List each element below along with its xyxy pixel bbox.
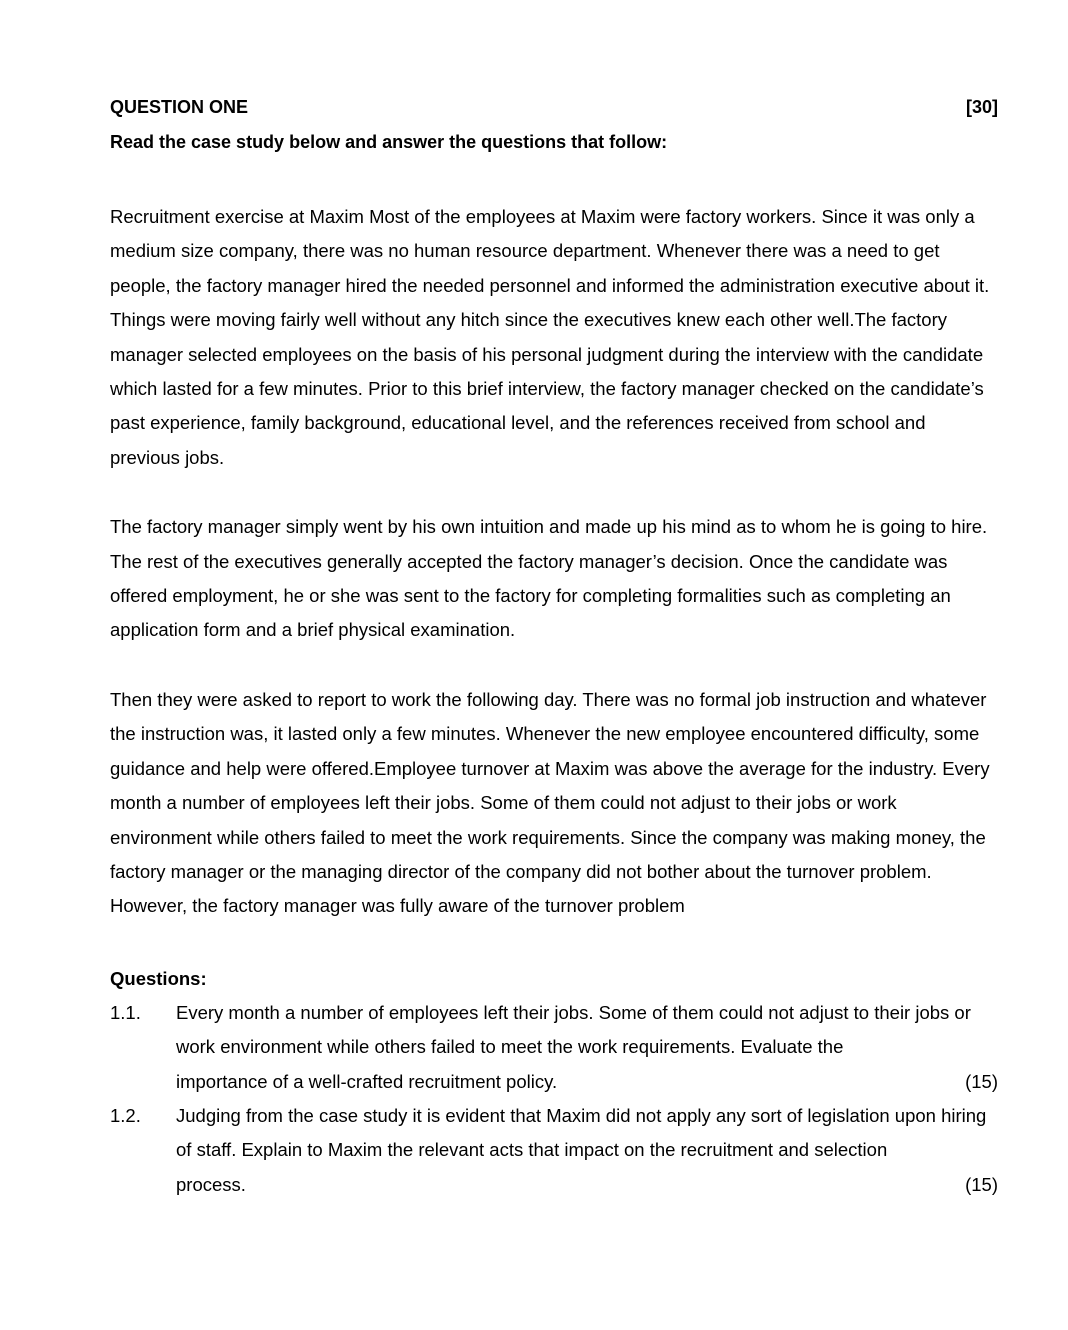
question-marks: (15) — [965, 1070, 998, 1092]
question-title: QUESTION ONE — [110, 97, 249, 117]
instruction-text: Read the case study below and answer the questions that follow: — [110, 132, 668, 152]
questions-heading: Questions: — [110, 967, 207, 989]
question-text: Every month a number of employees left their jobs. Some of them could not adjust to their jobs or work environment while others failed to meet the work requirements. Evaluate the — [176, 1001, 971, 1058]
case-study-paragraph: Recruitment exercise at Maxim Most of the employees at Maxim were factory workers. Since it was only a medium size company, there was no human resource department. Whenever there was a need to get people, the factory manager hired the needed personnel and informed the administration executive about it. Things were moving fairly well without any hitch since the executives knew each other well.The factory manager selected employees on the basis of his personal judgment during the interview with the candidate which lasted for a few minutes. Prior to this brief interview, the factory manager checked on the candidate’s past experience, family background, educational level, and the references received from school and previous jobs. — [110, 206, 990, 468]
case-study-paragraph: The factory manager simply went by his own intuition and made up his mind as to whom he is going to hire. The rest of the executives generally accepted the factory manager’s decision. Once the candidate was offered employment, he or she was sent to the factory for completing formalities such as completing an application form and a brief physical examination. — [110, 516, 988, 641]
question-number: 1.1. — [110, 1001, 141, 1023]
question-text: Judging from the case study it is evident that Maxim did not apply any sort of legislation upon hiring of staff. Explain to Maxim the relevant acts that impact on the recruitment and selection — [176, 1104, 987, 1161]
question-marks: (15) — [965, 1173, 998, 1195]
document-page — [110, 95, 998, 1202]
question-text-end: process. — [176, 1173, 246, 1195]
question-body — [176, 996, 998, 1099]
question-number: 1.2. — [110, 1104, 141, 1126]
question-text-end: importance of a well-crafted recruitment policy. — [176, 1070, 558, 1092]
case-study-paragraph: Then they were asked to report to work the following day. There was no formal job instruction and whatever the instruction was, it lasted only a few minutes. Whenever the new employee encountered difficulty, some guidance and help were offered.Employee turnover at Maxim was above the average for the industry. Every month a number of employees left their jobs. Some of them could not adjust to their jobs or work environment while others failed to meet the work requirements. Since the company was making money, the factory manager or the managing director of the company did not bother about the turnover problem. However, the factory manager was fully aware of the turnover problem — [110, 688, 990, 917]
question-item — [110, 1099, 998, 1202]
question-last-line — [176, 1065, 998, 1099]
question-last-line — [176, 1168, 998, 1202]
question-header — [110, 95, 998, 119]
question-total-marks: [30] — [965, 97, 998, 117]
question-body — [176, 1099, 998, 1202]
question-item — [110, 996, 998, 1099]
